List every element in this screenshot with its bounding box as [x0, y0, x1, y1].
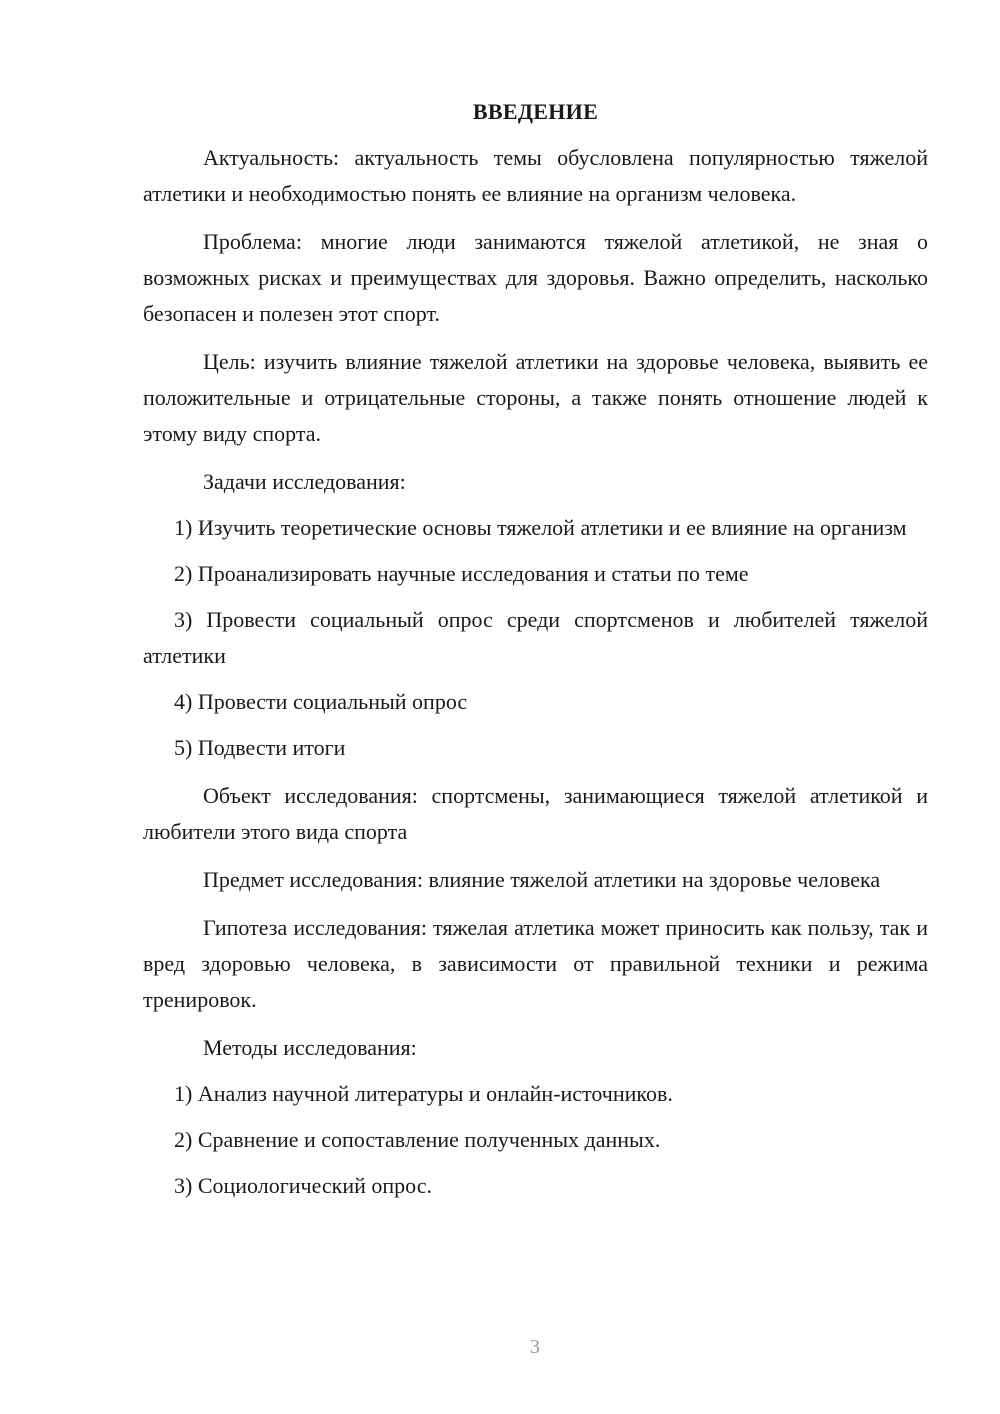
relevance-paragraph: Актуальность: актуальность темы обусловлена популярностью тяжелой атлетики и необходимостью понять ее влияние на организм человека. [143, 145, 928, 206]
method-item-3: 3) Социологический опрос. [174, 1173, 432, 1198]
tasks-heading: Задачи исследования: [203, 469, 406, 494]
goal-paragraph: Цель: изучить влияние тяжелой атлетики на здоровье человека, выявить ее положительные и отрицательные стороны, а также понять отношение людей к этому виду спорта. [143, 349, 928, 446]
method-item-1: 1) Анализ научной литературы и онлайн-источников. [174, 1081, 673, 1106]
method-item-2: 2) Сравнение и сопоставление полученных данных. [174, 1127, 661, 1152]
object-paragraph: Объект исследования: спортсмены, занимающиеся тяжелой атлетикой и любители этого вида спорта [143, 783, 928, 844]
task-item-4: 4) Провести социальный опрос [174, 689, 468, 714]
hypothesis-paragraph: Гипотеза исследования: тяжелая атлетика может приносить как пользу, так и вред здоровью человека, в зависимости от правильной техники и режима тренировок. [143, 915, 928, 1012]
document-body [143, 97, 928, 1204]
problem-paragraph: Проблема: многие люди занимаются тяжелой атлетикой, не зная о возможных рисках и преимуществах для здоровья. Важно определить, насколько безопасен и полезен этот спорт. [143, 229, 928, 326]
task-item-1: 1) Изучить теоретические основы тяжелой атлетики и ее влияние на организм [174, 515, 907, 540]
section-title: ВВЕДЕНИЕ [472, 99, 599, 124]
page-number: 3 [530, 1336, 540, 1358]
task-item-3: 3) Провести социальный опрос среди спортсменов и любителей тяжелой атлетики [143, 607, 928, 668]
task-item-2: 2) Проанализировать научные исследования и статьи по теме [174, 561, 749, 586]
subject-paragraph: Предмет исследования: влияние тяжелой атлетики на здоровье человека [203, 867, 881, 892]
methods-heading: Методы исследования: [203, 1035, 417, 1060]
task-item-5: 5) Подвести итоги [174, 735, 346, 760]
